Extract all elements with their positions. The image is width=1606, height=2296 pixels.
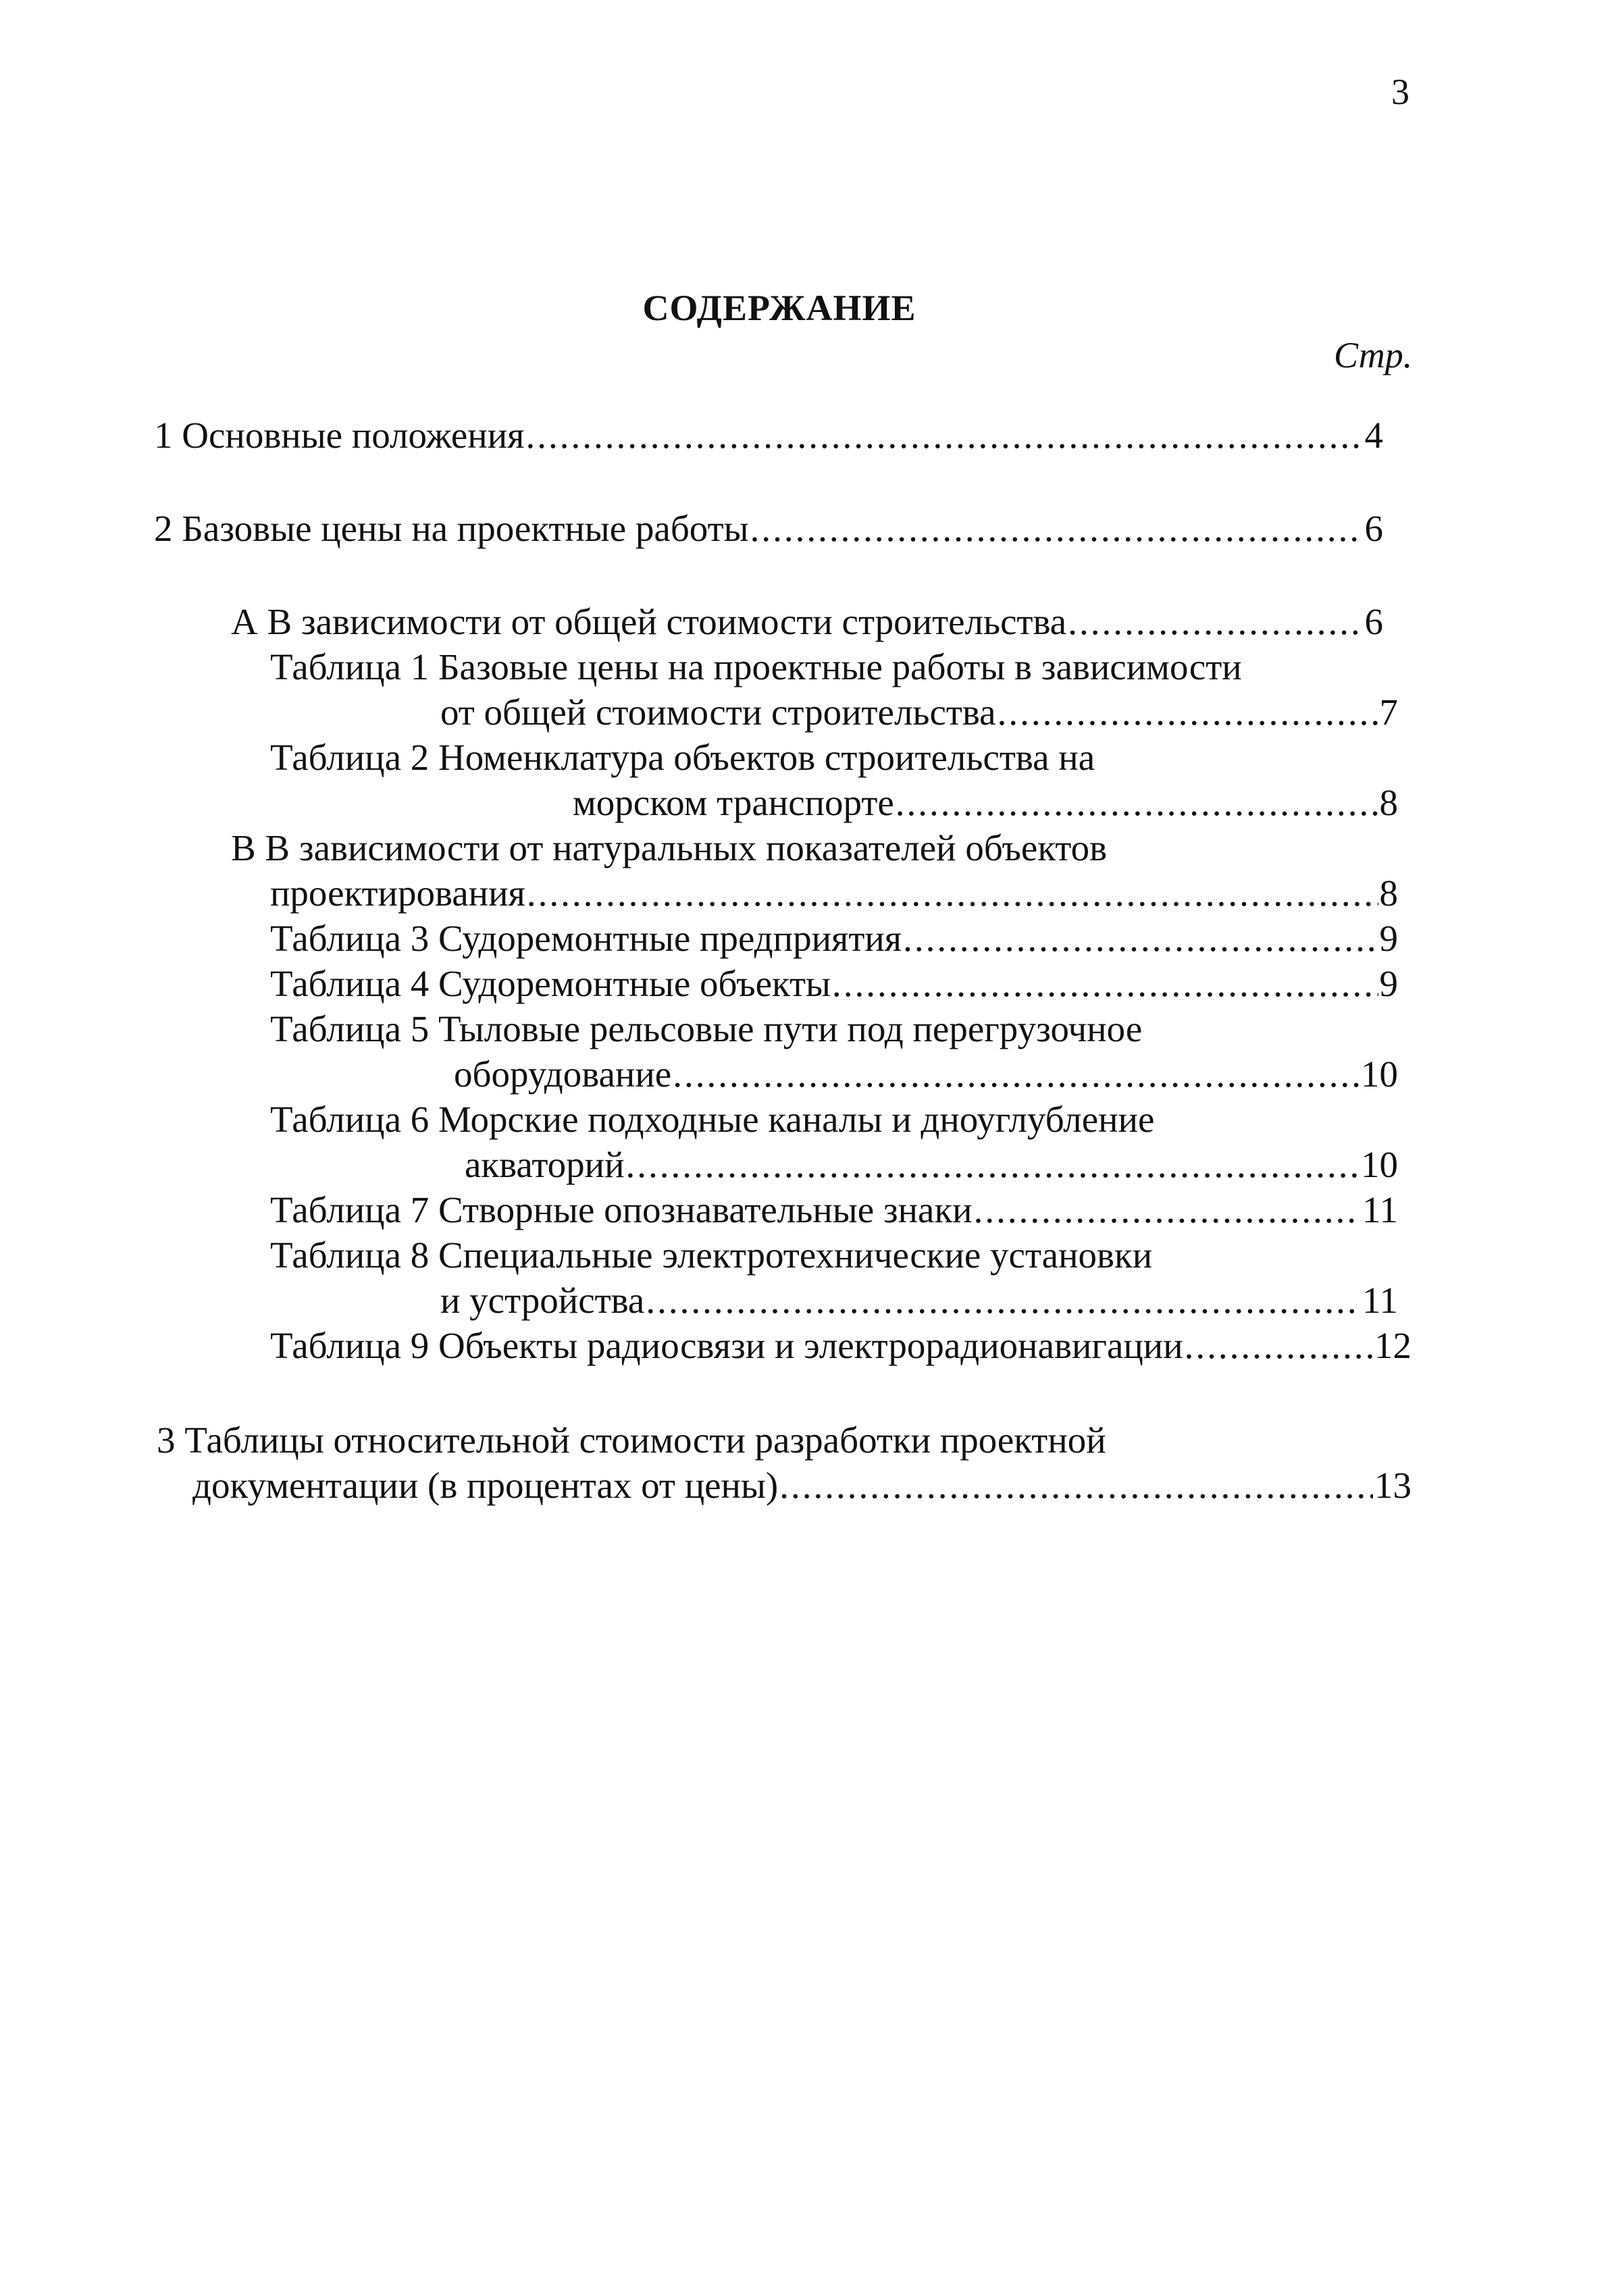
toc-page-number: 9 (1379, 918, 1398, 959)
toc-leader-dots (626, 1143, 1359, 1187)
toc-entry-text: 2 Базовые цены на проектные работы (154, 508, 749, 549)
toc-table-8[interactable] (440, 1278, 1398, 1323)
toc-table-3[interactable] (270, 916, 1398, 961)
toc-leader-dots (974, 1188, 1361, 1232)
page-title: СОДЕРЖАНИЕ (642, 288, 916, 328)
toc-entry-text: Таблица 4 Судоремонтные объекты (270, 963, 831, 1004)
toc-leader-dots (896, 781, 1378, 825)
toc-page-number: 8 (1379, 782, 1398, 823)
toc-entry-2[interactable] (154, 506, 1383, 551)
toc-entry-text: Таблица 7 Створные опознавательные знаки (270, 1189, 973, 1230)
toc-leader-dots (750, 506, 1364, 551)
toc-page-number: 9 (1379, 963, 1398, 1004)
toc-table-4[interactable] (270, 962, 1398, 1006)
toc-leader-dots (1068, 600, 1363, 644)
toc-entry-a[interactable] (231, 600, 1383, 644)
toc-entry-b[interactable] (270, 871, 1398, 916)
toc-table-7[interactable] (270, 1188, 1398, 1232)
toc-page-number: 8 (1379, 872, 1398, 914)
toc-leader-dots (832, 962, 1378, 1006)
toc-entry-text: от общей стоимости строительства (440, 692, 996, 733)
toc-table-5-line1[interactable]: Таблица 5 Тыловые рельсовые пути под перегрузочное (270, 1008, 1143, 1049)
toc-entry-text: документации (в процентах от цены) (192, 1465, 779, 1506)
toc-table-6-line1[interactable]: Таблица 6 Морские подходные каналы и дноуглубление (270, 1099, 1155, 1140)
toc-page-number: 6 (1364, 601, 1383, 642)
toc-table-8-line1[interactable]: Таблица 8 Специальные электротехнические установки (270, 1234, 1153, 1276)
toc-page-number: 13 (1374, 1465, 1411, 1506)
toc-leader-dots (525, 413, 1363, 458)
toc-entry-text: Таблица 3 Судоремонтные предприятия (270, 918, 902, 959)
toc-page-number: 4 (1364, 415, 1383, 456)
toc-leader-dots (673, 1052, 1359, 1097)
toc-entry-text: морском транспорте (573, 782, 894, 823)
toc-table-1[interactable] (440, 690, 1398, 735)
page-number: 3 (1391, 72, 1409, 112)
toc-page-number: 10 (1361, 1144, 1398, 1185)
toc-table-9[interactable] (270, 1324, 1411, 1368)
page-column-label: Стр. (1334, 335, 1413, 375)
toc-entry-text: и устройства (440, 1280, 645, 1321)
toc-leader-dots (646, 1278, 1361, 1323)
toc-page-number: 7 (1379, 692, 1398, 733)
toc-entry-text: оборудование (454, 1053, 672, 1095)
toc-leader-dots (903, 916, 1378, 961)
toc-entry-text: проектирования (270, 872, 525, 914)
toc-table-2-line1[interactable]: Таблица 2 Номенклатура объектов строительства на (270, 737, 1095, 778)
toc-entry-3-line1[interactable]: 3 Таблицы относительной стоимости разработки проектной (157, 1419, 1106, 1461)
toc-leader-dots (527, 871, 1378, 916)
toc-entry-text: Таблица 9 Объекты радиосвязи и электрорадионавигации (270, 1325, 1183, 1366)
toc-entry-text: А В зависимости от общей стоимости строительства (231, 601, 1067, 642)
toc-page-number: 6 (1364, 508, 1383, 549)
toc-leader-dots (998, 690, 1378, 735)
toc-entry-b-line1[interactable]: В В зависимости от натуральных показателей объектов (231, 827, 1108, 868)
toc-table-6[interactable] (465, 1143, 1398, 1187)
toc-page-number: 10 (1361, 1053, 1398, 1095)
toc-table-5[interactable] (454, 1052, 1398, 1097)
toc-table-1-line1[interactable]: Таблица 1 Базовые цены на проектные работы в зависимости (270, 646, 1242, 687)
toc-leader-dots (779, 1463, 1373, 1508)
toc-entry-text: 1 Основные положения (154, 415, 525, 456)
toc-entry-1[interactable] (154, 413, 1383, 458)
toc-entry-text: акваторий (465, 1144, 625, 1185)
toc-page-number: 12 (1374, 1325, 1411, 1366)
toc-leader-dots (1185, 1324, 1373, 1368)
toc-entry-3[interactable] (192, 1463, 1411, 1508)
toc-page-number: 11 (1362, 1189, 1398, 1230)
toc-table-2[interactable] (573, 781, 1398, 825)
toc-page-number: 11 (1362, 1280, 1398, 1321)
